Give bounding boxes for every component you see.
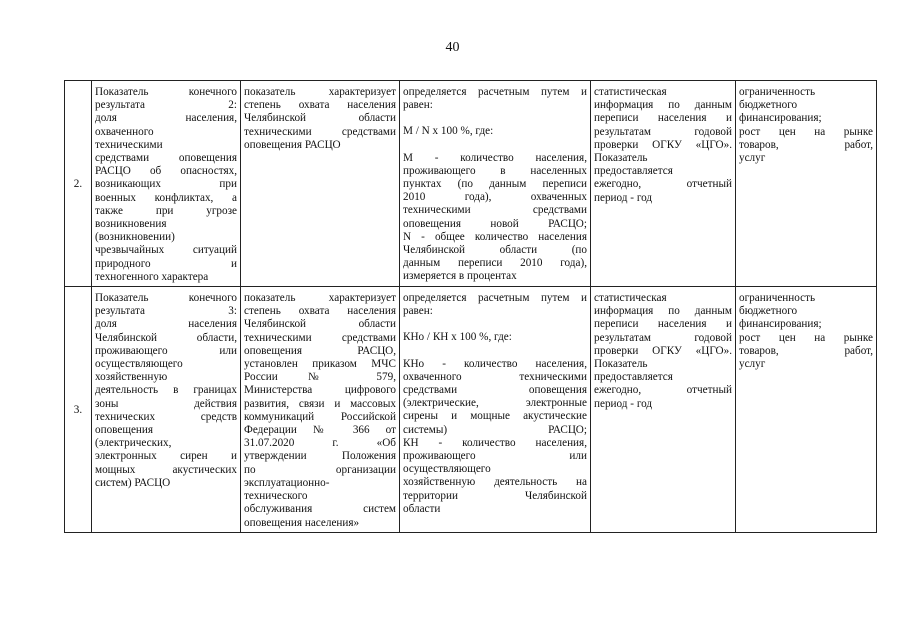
limits-cell	[736, 287, 877, 533]
text-line: услуг	[739, 152, 766, 165]
text-line: также при угрозе	[95, 204, 237, 217]
text-line: утверждении Положения	[244, 450, 396, 463]
text-line: бюджетного	[739, 305, 798, 318]
text-line: осуществляющего	[403, 463, 491, 476]
text-line: развития, связи и массовых	[244, 397, 396, 410]
text-line: системы) РАСЦО;	[403, 423, 587, 436]
text-line: товаров, работ,	[739, 344, 873, 357]
text-line: средствами оповещения	[95, 152, 237, 165]
text-line: военных конфликтах, а	[95, 191, 237, 204]
text-line: техногенного характера	[95, 270, 209, 283]
text-line: Показатель конечного	[95, 292, 237, 305]
text-line: (возникновении)	[95, 231, 175, 244]
text-line: степень охвата населения	[244, 305, 396, 318]
text-line: Показатель конечного	[95, 86, 237, 98]
text-line: РАСЦО об опасностях,	[95, 165, 237, 178]
text-line: ежегодно, отчетный	[594, 384, 732, 397]
text-line: ежегодно, отчетный	[594, 178, 732, 191]
text-line: КНо - количество населения,	[403, 357, 587, 370]
text-line: доля населения,	[95, 112, 237, 125]
indicators-table	[64, 80, 877, 533]
text-line: оповещения новой РАСЦО;	[403, 217, 587, 230]
text-line: осуществляющего	[95, 358, 183, 371]
text-line: техническими	[95, 138, 163, 151]
text-line: деятельность в границах	[95, 384, 237, 397]
text-line: по организации	[244, 463, 396, 476]
indicator-cell	[92, 81, 241, 287]
blank-line	[403, 345, 587, 358]
text-line: Показатель	[594, 152, 648, 165]
description-cell	[241, 81, 400, 287]
text-line: товаров, работ,	[739, 138, 873, 151]
text-line: доля населения	[95, 318, 237, 331]
text-line: определяется расчетным путем и	[403, 292, 587, 305]
row-number: 3.	[65, 287, 92, 533]
source-cell	[591, 81, 736, 287]
text-line: Челябинской области	[244, 318, 396, 331]
table-row	[65, 81, 877, 287]
blank-line	[403, 139, 587, 152]
text-line: КНо / КН х 100 %, где:	[403, 331, 512, 344]
text-line: эксплуатационно-	[244, 476, 330, 489]
text-line: предоставляется	[594, 165, 673, 178]
text-line: показатель характеризует	[244, 86, 396, 98]
limits-cell	[736, 81, 877, 287]
text-line: зоны действия	[95, 397, 237, 410]
text-line: оповещения населения»	[244, 516, 360, 529]
text-line: результата 2:	[95, 99, 237, 112]
text-line: проверки ОГКУ «ЦГО».	[594, 344, 732, 357]
text-line: сирены и мощные акустические	[403, 410, 587, 423]
text-line: оповещения	[95, 424, 154, 437]
text-line: Челябинской области (по	[403, 244, 587, 257]
text-line: коммуникаций Российской	[244, 410, 396, 423]
text-line: хозяйственную деятельность на	[403, 476, 587, 489]
blank-line	[403, 318, 587, 331]
text-line: Показатель	[594, 358, 648, 371]
text-line: услуг	[739, 358, 766, 371]
text-line: определяется расчетным путем и	[403, 86, 587, 98]
text-line: рост цен на рынке	[739, 331, 873, 344]
text-line: финансирования;	[739, 318, 822, 331]
text-line: (электрических,	[95, 437, 172, 450]
text-line: рост цен на рынке	[739, 125, 873, 138]
text-line: бюджетного	[739, 99, 798, 112]
text-line: равен:	[403, 99, 433, 112]
text-line: чрезвычайных ситуаций	[95, 244, 237, 257]
row-number: 2.	[65, 81, 92, 287]
text-line: 2010 года), охваченных	[403, 191, 587, 204]
page-number: 40	[445, 40, 460, 55]
text-line: M - количество населения,	[403, 151, 587, 164]
text-line: период - год	[594, 397, 653, 410]
text-line: природного и	[95, 257, 237, 270]
text-line: возникающих при	[95, 178, 237, 191]
text-line: охваченного	[95, 125, 154, 138]
text-line: средствами оповещения	[403, 384, 587, 397]
calculation-cell	[400, 287, 591, 533]
text-line: информация по данным	[594, 305, 732, 318]
text-line: результата 3:	[95, 305, 237, 318]
table-row	[65, 287, 877, 533]
text-line: техническими средствами	[403, 204, 587, 217]
text-line: оповещения РАСЦО,	[244, 344, 396, 357]
text-line: Министерства цифрового	[244, 384, 396, 397]
text-line: проживающего в населенных	[403, 164, 587, 177]
text-line: мощных акустических	[95, 463, 237, 476]
source-cell	[591, 287, 736, 533]
text-line: техническими средствами	[244, 331, 396, 344]
text-line: территории Челябинской	[403, 489, 587, 502]
text-line: M / N х 100 %, где:	[403, 125, 494, 138]
text-line: показатель характеризует	[244, 292, 396, 305]
text-line: (электрические, электронные	[403, 397, 587, 410]
text-line: 31.07.2020 г. «Об	[244, 437, 396, 450]
text-line: Федерации № 366 от	[244, 424, 396, 437]
text-line: N - общее количество населения	[403, 230, 587, 243]
text-line: результатам годовой	[594, 125, 732, 138]
text-line: измеряется в процентах	[403, 270, 517, 283]
description-cell	[241, 287, 400, 533]
text-line: технического	[244, 490, 308, 503]
text-line: статистическая	[594, 86, 667, 98]
text-line: возникновения	[95, 218, 167, 231]
text-line: проживающего или	[403, 450, 587, 463]
text-line: период - год	[594, 191, 653, 204]
text-line: статистическая	[594, 292, 667, 305]
text-line: переписи населения и	[594, 112, 732, 125]
text-line: электронных сирен и	[95, 450, 237, 463]
text-line: проверки ОГКУ «ЦГО».	[594, 138, 732, 151]
text-line: КН - количество населения,	[403, 436, 587, 449]
text-line: переписи населения и	[594, 318, 732, 331]
text-line: финансирования;	[739, 112, 822, 125]
calculation-cell	[400, 81, 591, 287]
text-line: ограниченность	[739, 86, 816, 98]
text-line: проживающего или	[95, 344, 237, 357]
text-line: установлен приказом МЧС	[244, 358, 396, 371]
text-line: результатам годовой	[594, 331, 732, 344]
text-line: систем) РАСЦО	[95, 476, 171, 489]
indicator-cell	[92, 287, 241, 533]
text-line: Челябинской области,	[95, 331, 237, 344]
blank-line	[403, 112, 587, 125]
indicators-table-body	[65, 81, 877, 533]
text-line: техническими средствами	[244, 125, 396, 138]
text-line: России № 579,	[244, 371, 396, 384]
text-line: оповещения РАСЦО	[244, 138, 341, 151]
text-line: области	[403, 502, 441, 515]
text-line: информация по данным	[594, 99, 732, 112]
text-line: пунктах (по данным переписи	[403, 178, 587, 191]
text-line: ограниченность	[739, 292, 816, 305]
text-line: охваченного техническими	[403, 370, 587, 383]
text-line: равен:	[403, 305, 433, 318]
text-line: хозяйственную	[95, 371, 168, 384]
text-line: степень охвата населения	[244, 99, 396, 112]
text-line: технических средств	[95, 410, 237, 423]
text-line: обслуживания систем	[244, 503, 396, 516]
text-line: данным переписи 2010 года),	[403, 257, 587, 270]
text-line: Челябинской области	[244, 112, 396, 125]
text-line: предоставляется	[594, 371, 673, 384]
